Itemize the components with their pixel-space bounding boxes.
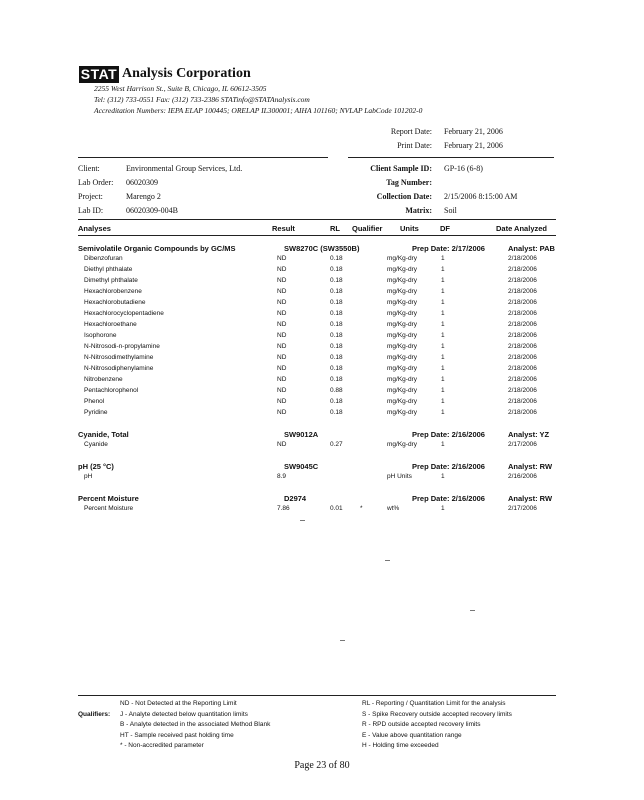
section-analyst: Analyst: YZ <box>508 430 550 439</box>
date-analyzed-cell: 2/18/2006 <box>508 343 537 350</box>
date-analyzed-cell: 2/17/2006 <box>508 505 537 512</box>
qualifier-definition: ND - Not Detected at the Reporting Limit <box>120 700 237 707</box>
analyte-cell: Hexachlorobenzene <box>84 288 142 295</box>
col-analyses: Analyses <box>78 224 111 233</box>
section-header <box>0 244 644 255</box>
result-cell: ND <box>277 387 287 394</box>
section-name: Semivolatile Organic Compounds by GC/MS <box>78 244 236 253</box>
scan-mark <box>470 610 475 611</box>
date-analyzed-cell: 2/18/2006 <box>508 332 537 339</box>
section-header <box>0 462 644 473</box>
date-analyzed-cell: 2/16/2006 <box>508 473 537 480</box>
analyte-cell: Nitrobenzene <box>84 376 123 383</box>
result-cell: ND <box>277 376 287 383</box>
date-analyzed-cell: 2/18/2006 <box>508 387 537 394</box>
analyte-cell: Phenol <box>84 398 105 405</box>
table-row <box>0 365 644 376</box>
analyte-cell: Dimethyl phthalate <box>84 277 138 284</box>
table-row <box>0 387 644 398</box>
analyte-cell: Hexachlorobutadiene <box>84 299 146 306</box>
date-analyzed-cell: 2/18/2006 <box>508 310 537 317</box>
df-cell: 1 <box>441 288 445 295</box>
result-cell: 8.9 <box>277 473 287 480</box>
table-row <box>0 354 644 365</box>
section-prep-date: Prep Date: 2/16/2006 <box>412 430 485 439</box>
table-row <box>0 288 644 299</box>
df-cell: 1 <box>441 277 445 284</box>
df-cell: 1 <box>441 398 445 405</box>
table-row <box>0 299 644 310</box>
result-cell: ND <box>277 409 287 416</box>
rl-cell: 0.18 <box>330 343 343 350</box>
matrix-label: Matrix: <box>405 206 432 215</box>
units-cell: mg/Kg-dry <box>387 343 417 350</box>
result-cell: ND <box>277 266 287 273</box>
section-analyst: Analyst: RW <box>508 494 553 503</box>
result-cell: ND <box>277 321 287 328</box>
rl-cell: 0.18 <box>330 277 343 284</box>
analyte-cell: Percent Moisture <box>84 505 134 512</box>
qualifier-definition: H - Holding time exceeded <box>362 742 439 749</box>
units-cell: mg/Kg-dry <box>387 441 417 448</box>
rl-cell: 0.01 <box>330 505 343 512</box>
lab-order-value: 06020309 <box>126 178 158 187</box>
table-row <box>0 277 644 288</box>
col-qualifier: Qualifier <box>352 224 383 233</box>
page-number: Page 23 of 80 <box>294 760 350 771</box>
analyte-cell: N-Nitrosodi-n-propylamine <box>84 343 160 350</box>
result-cell: ND <box>277 310 287 317</box>
section-name: pH (25 °C) <box>78 462 114 471</box>
qualifiers-label: Qualifiers: <box>78 711 111 718</box>
df-cell: 1 <box>441 299 445 306</box>
table-row <box>0 310 644 321</box>
result-cell: ND <box>277 277 287 284</box>
lab-id-label: Lab ID: <box>78 206 104 215</box>
qualifier-definition: S - Spike Recovery outside accepted recovery limits <box>362 710 512 718</box>
stat-logo: STAT <box>80 66 118 82</box>
analyte-cell: Pyridine <box>84 409 108 416</box>
section-name: Cyanide, Total <box>78 430 129 439</box>
units-cell: pH Units <box>387 473 412 480</box>
units-cell: mg/Kg-dry <box>387 310 417 317</box>
qualifier-definition: E - Value above quantitation range <box>362 731 462 739</box>
units-cell: mg/Kg-dry <box>387 365 417 372</box>
section-method: D2974 <box>284 494 307 503</box>
rl-cell: 0.18 <box>330 398 343 405</box>
analyte-cell: Pentachlorophenol <box>84 387 139 394</box>
date-analyzed-cell: 2/18/2006 <box>508 365 537 372</box>
table-row <box>0 343 644 354</box>
table-row <box>0 398 644 409</box>
date-analyzed-cell: 2/18/2006 <box>508 277 537 284</box>
client-label: Client: <box>78 164 100 173</box>
col-result: Result <box>272 224 295 233</box>
col-rl: RL <box>330 224 340 233</box>
section-header <box>0 430 644 441</box>
date-analyzed-cell: 2/18/2006 <box>508 288 537 295</box>
df-cell: 1 <box>441 376 445 383</box>
scan-mark <box>300 520 305 521</box>
lab-id-value: 06020309-004B <box>126 206 178 215</box>
qualifier-definition: HT - Sample received past holding time <box>120 731 234 739</box>
units-cell: mg/Kg-dry <box>387 266 417 273</box>
date-analyzed-cell: 2/18/2006 <box>508 321 537 328</box>
client-sample-id-label: Client Sample ID: <box>370 164 432 173</box>
date-analyzed-cell: 2/18/2006 <box>508 255 537 262</box>
units-cell: mg/Kg-dry <box>387 398 417 405</box>
df-cell: 1 <box>441 255 445 262</box>
company-contact: Tel: (312) 733-0551 Fax: (312) 733-2386 STATinfo@STATAnalysis.com <box>94 95 310 104</box>
collection-date-label: Collection Date: <box>376 192 432 201</box>
units-cell: mg/Kg-dry <box>387 321 417 328</box>
qualifier-cell: * <box>360 505 363 512</box>
units-cell: wt% <box>387 505 400 512</box>
result-cell: ND <box>277 343 287 350</box>
rl-cell: 0.18 <box>330 288 343 295</box>
scan-mark <box>340 640 345 641</box>
rl-cell: 0.18 <box>330 354 343 361</box>
matrix-value: Soil <box>444 206 457 215</box>
df-cell: 1 <box>441 354 445 361</box>
result-cell: 7.86 <box>277 505 290 512</box>
col-date-analyzed: Date Analyzed <box>496 224 547 233</box>
df-cell: 1 <box>441 321 445 328</box>
table-row <box>0 266 644 277</box>
date-analyzed-cell: 2/18/2006 <box>508 266 537 273</box>
rl-cell: 0.18 <box>330 310 343 317</box>
analyte-cell: Dibenzofuran <box>84 255 123 262</box>
analyte-cell: N-Nitrosodiphenylamine <box>84 365 154 372</box>
company-address: 2255 West Harrison St., Suite B, Chicago, IL 60612-3505 <box>94 84 267 93</box>
divider <box>78 695 556 696</box>
df-cell: 1 <box>441 365 445 372</box>
df-cell: 1 <box>441 266 445 273</box>
table-row <box>0 332 644 343</box>
company-name: Analysis Corporation <box>122 66 251 81</box>
section-name: Percent Moisture <box>78 494 139 503</box>
analyte-cell: Cyanide <box>84 441 108 448</box>
lab-order-label: Lab Order: <box>78 178 114 187</box>
divider <box>348 157 554 158</box>
rl-cell: 0.18 <box>330 266 343 273</box>
units-cell: mg/Kg-dry <box>387 288 417 295</box>
result-cell: ND <box>277 255 287 262</box>
df-cell: 1 <box>441 505 445 512</box>
df-cell: 1 <box>441 441 445 448</box>
collection-date-value: 2/15/2006 8:15:00 AM <box>444 192 518 201</box>
table-row <box>0 505 644 516</box>
table-row <box>0 409 644 420</box>
date-analyzed-cell: 2/18/2006 <box>508 299 537 306</box>
table-row <box>0 441 644 452</box>
analyte-cell: Diethyl phthalate <box>84 266 133 273</box>
section-header <box>0 494 644 505</box>
table-row <box>0 473 644 484</box>
report-date-label: Report Date: <box>390 127 432 136</box>
analyte-cell: Isophorone <box>84 332 117 339</box>
col-df: DF <box>440 224 450 233</box>
section-method: SW9045C <box>284 462 319 471</box>
table-row <box>0 255 644 266</box>
df-cell: 1 <box>441 387 445 394</box>
project-value: Marengo 2 <box>126 192 161 201</box>
units-cell: mg/Kg-dry <box>387 376 417 383</box>
rl-cell: 0.18 <box>330 332 343 339</box>
client-value: Environmental Group Services, Ltd. <box>126 164 243 173</box>
units-cell: mg/Kg-dry <box>387 387 417 394</box>
table-row <box>0 376 644 387</box>
rl-cell: 0.18 <box>330 409 343 416</box>
qualifier-definition: RL - Reporting / Quantitation Limit for the analysis <box>362 700 506 707</box>
table-row <box>0 321 644 332</box>
scan-mark <box>385 560 390 561</box>
date-analyzed-cell: 2/18/2006 <box>508 398 537 405</box>
accreditation-numbers: Accreditation Numbers: IEPA ELAP 100445; ORELAP IL300001; AIHA 101160; NVLAP LabCode 101202-0 <box>94 106 423 115</box>
print-date-label: Print Date: <box>397 141 432 150</box>
date-analyzed-cell: 2/17/2006 <box>508 441 537 448</box>
rl-cell: 0.18 <box>330 376 343 383</box>
analyte-cell: Hexachlorocyclopentadiene <box>84 310 164 317</box>
units-cell: mg/Kg-dry <box>387 299 417 306</box>
units-cell: mg/Kg-dry <box>387 354 417 361</box>
result-cell: ND <box>277 398 287 405</box>
df-cell: 1 <box>441 310 445 317</box>
rl-cell: 0.18 <box>330 321 343 328</box>
df-cell: 1 <box>441 409 445 416</box>
rl-cell: 0.18 <box>330 299 343 306</box>
units-cell: mg/Kg-dry <box>387 277 417 284</box>
df-cell: 1 <box>441 332 445 339</box>
section-prep-date: Prep Date: 2/17/2006 <box>412 244 485 253</box>
divider <box>78 219 556 220</box>
units-cell: mg/Kg-dry <box>387 332 417 339</box>
date-analyzed-cell: 2/18/2006 <box>508 354 537 361</box>
date-analyzed-cell: 2/18/2006 <box>508 409 537 416</box>
project-label: Project: <box>78 192 103 201</box>
section-method: SW8270C (SW3550B) <box>284 244 360 253</box>
result-cell: ND <box>277 288 287 295</box>
print-date: February 21, 2006 <box>444 141 503 150</box>
report-date: February 21, 2006 <box>444 127 503 136</box>
rl-cell: 0.18 <box>330 255 343 262</box>
tag-number-label: Tag Number: <box>386 178 432 187</box>
section-analyst: Analyst: RW <box>508 462 553 471</box>
df-cell: 1 <box>441 343 445 350</box>
result-cell: ND <box>277 441 287 448</box>
col-units: Units <box>400 224 419 233</box>
analyte-cell: N-Nitrosodimethylamine <box>84 354 154 361</box>
qualifier-definition: B - Analyte detected in the associated Method Blank <box>120 721 271 728</box>
result-cell: ND <box>277 365 287 372</box>
section-analyst: Analyst: PAB <box>508 244 555 253</box>
divider <box>78 157 328 158</box>
date-analyzed-cell: 2/18/2006 <box>508 376 537 383</box>
qualifier-definition: J - Analyte detected below quantitation limits <box>120 710 248 718</box>
section-prep-date: Prep Date: 2/16/2006 <box>412 494 485 503</box>
result-cell: ND <box>277 354 287 361</box>
rl-cell: 0.88 <box>330 387 343 394</box>
analyte-cell: Hexachloroethane <box>84 321 137 328</box>
result-cell: ND <box>277 299 287 306</box>
analyte-cell: pH <box>84 473 93 480</box>
section-method: SW9012A <box>284 430 319 439</box>
client-sample-id-value: GP-16 (6-8) <box>444 164 483 173</box>
units-cell: mg/Kg-dry <box>387 255 417 262</box>
units-cell: mg/Kg-dry <box>387 409 417 416</box>
result-cell: ND <box>277 332 287 339</box>
qualifier-definition: * - Non-accredited parameter <box>120 742 204 749</box>
section-prep-date: Prep Date: 2/16/2006 <box>412 462 485 471</box>
rl-cell: 0.27 <box>330 441 343 448</box>
df-cell: 1 <box>441 473 445 480</box>
divider <box>78 235 556 236</box>
rl-cell: 0.18 <box>330 365 343 372</box>
qualifier-definition: R - RPD outside accepted recovery limits <box>362 721 481 728</box>
